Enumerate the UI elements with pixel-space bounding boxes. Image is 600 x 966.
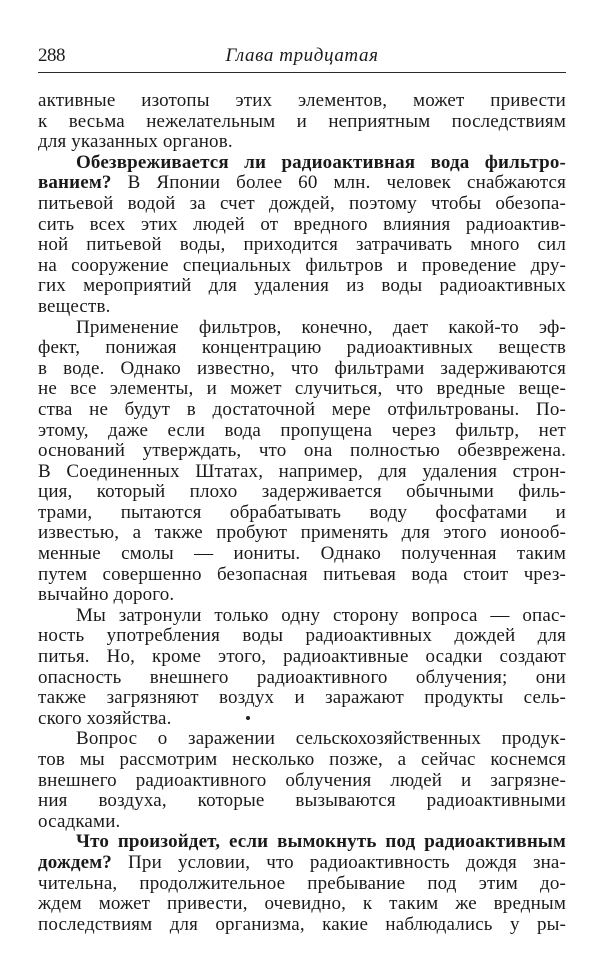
text-line-content — [38, 215, 566, 236]
text-line-content — [76, 606, 566, 627]
text-line — [38, 379, 566, 400]
text-line — [38, 359, 566, 380]
text-line-content — [38, 173, 566, 194]
text-line-content — [38, 791, 566, 812]
line-text: гих мероприятий для удаления из воды радиоактивных — [38, 275, 566, 297]
line-text: Применение фильтров, конечно, дает какой-то эф- — [76, 316, 566, 338]
text-line — [38, 647, 566, 668]
text-line-content — [38, 338, 566, 359]
text-line-content — [38, 647, 566, 668]
text-line-content — [38, 874, 566, 895]
text-line-content — [38, 112, 566, 133]
line-text: ского хозяйства. — [38, 707, 172, 729]
line-text: к весьма нежелательным и неприятным последствиям — [38, 110, 566, 132]
text-line-content — [38, 812, 566, 833]
page-number: 288 — [38, 45, 65, 66]
text-line-content — [38, 503, 566, 524]
text-line — [38, 235, 566, 256]
text-line-content — [38, 256, 566, 277]
line-text: опасность внешнего радиоактивного облучения; они — [38, 666, 566, 688]
line-text: ность употребления воды радиоактивных дождей для — [38, 625, 566, 647]
line-text: фект, понижая концентрацию радиоактивных веществ — [38, 337, 566, 359]
bold-question: ванием? — [38, 172, 112, 194]
line-text: чительна, продолжительное пребывание под этим до- — [38, 872, 566, 894]
text-line-content — [38, 709, 566, 730]
text-line — [38, 544, 566, 565]
text-line — [38, 668, 566, 689]
text-line-content — [38, 585, 566, 606]
line-text: веществ. — [38, 295, 111, 317]
text-line — [38, 194, 566, 215]
bold-question: Что произойдет, если вымокнуть под радиоактивным — [76, 831, 566, 853]
text-line-content — [38, 668, 566, 689]
body-text — [38, 91, 566, 935]
text-line — [38, 771, 566, 792]
text-line-content — [38, 771, 566, 792]
text-line — [38, 297, 566, 318]
text-line — [38, 421, 566, 442]
text-line-content — [38, 276, 566, 297]
text-line-content — [38, 194, 566, 215]
text-line — [38, 132, 566, 153]
line-text: питьевой водой за счет дождей, поэтому чтобы обезопа- — [38, 192, 566, 214]
line-text: Вопрос о заражении сельскохозяйственных продук- — [76, 728, 566, 750]
text-line-content — [76, 318, 566, 339]
line-text: тов мы рассмотрим несколько позже, а сейчас коснемся — [38, 749, 566, 770]
text-line-content — [38, 853, 566, 874]
line-text: В Японии более 60 млн. человек снабжаются — [111, 172, 566, 194]
text-line — [38, 400, 566, 421]
text-line-content — [38, 750, 566, 771]
line-text: последствиям для организма, какие наблюдались у ры- — [38, 913, 566, 935]
line-text: также загрязняют воздух и заражают продукты сель- — [38, 687, 566, 709]
text-line — [38, 215, 566, 236]
text-line-content — [38, 462, 566, 483]
line-text: этому, даже если вода пропущена через фильтр, нет — [38, 419, 566, 441]
text-line-content — [38, 421, 566, 442]
text-line-content — [38, 626, 566, 647]
text-line — [38, 153, 566, 174]
text-line — [38, 853, 566, 874]
text-line-content — [38, 915, 566, 936]
bold-question: дождем? — [38, 851, 112, 873]
text-line — [38, 256, 566, 277]
text-line — [38, 565, 566, 586]
line-text: активные изотопы этих элементов, может привести — [38, 90, 566, 111]
line-text: сить всех этих людей от вредного влияния радиоактив- — [38, 213, 566, 235]
text-line — [38, 585, 566, 606]
line-text: ства не будут в достаточной мере отфильтрованы. По- — [38, 398, 566, 420]
text-line — [38, 523, 566, 544]
line-text: путем совершенно безопасная питьевая вода стоит чрез- — [38, 563, 566, 585]
line-text: ния воздуха, которые вызываются радиоактивными — [38, 790, 566, 812]
line-text: ция, который плохо задерживается обычными филь- — [38, 481, 566, 503]
text-line — [38, 338, 566, 359]
text-line-content — [38, 235, 566, 256]
text-line — [38, 462, 566, 483]
text-line — [38, 503, 566, 524]
running-title: Глава тридцатая — [225, 45, 379, 66]
text-line — [38, 729, 566, 750]
text-line — [38, 441, 566, 462]
line-text: ждем может привести, очевидно, к таким же вредным — [38, 893, 566, 915]
line-text: на сооружение специальных фильтров и проведение дру- — [38, 254, 566, 276]
text-line — [38, 709, 566, 730]
text-line-content — [38, 544, 566, 565]
text-line-content — [76, 729, 566, 750]
text-line-content — [38, 441, 566, 462]
line-text: внешнего радиоактивного облучения людей и загрязне- — [38, 769, 566, 791]
text-line-content — [38, 523, 566, 544]
page-header — [38, 44, 566, 68]
line-text: В Соединенных Штатах, например, для удаления строн- — [38, 460, 566, 482]
text-line-content — [38, 894, 566, 915]
text-line — [38, 606, 566, 627]
text-line — [38, 112, 566, 133]
text-line — [38, 894, 566, 915]
line-text: При условии, что радиоактивность дождя зна- — [111, 851, 566, 873]
text-line — [38, 173, 566, 194]
bold-question: Обезвреживается ли радиоактивная вода фильтро- — [76, 151, 566, 173]
text-line — [38, 482, 566, 503]
line-text: менные смолы — иониты. Однако полученная таким — [38, 543, 566, 565]
text-line-content — [38, 565, 566, 586]
line-text: Мы затронули только одну сторону вопроса — опас- — [76, 604, 566, 626]
text-line — [38, 915, 566, 936]
text-line-content — [38, 91, 566, 112]
text-line — [38, 626, 566, 647]
line-text: не все элементы, и может случиться, что вредные веще- — [38, 378, 566, 400]
line-text: питья. Но, кроме этого, радиоактивные осадки создают — [38, 646, 566, 668]
text-line — [38, 688, 566, 709]
text-line — [38, 791, 566, 812]
header-rule — [38, 72, 566, 73]
line-text: ной питьевой воды, приходится затрачивать много сил — [38, 234, 566, 256]
text-line — [38, 874, 566, 895]
print-speck — [246, 716, 250, 720]
text-line — [38, 812, 566, 833]
text-line-content — [38, 359, 566, 380]
line-text: известью, а также пробуют применять для этого ионооб- — [38, 522, 566, 544]
line-text: для указанных органов. — [38, 131, 233, 153]
line-text: трами, пытаются обрабатывать воду фосфатами и — [38, 501, 566, 523]
text-line — [38, 750, 566, 771]
line-text: в воде. Однако известно, что фильтрами задерживаются — [38, 357, 566, 379]
text-line-content — [38, 132, 566, 153]
line-text: оснований утверждать, что она полностью обезврежена. — [38, 440, 566, 462]
line-text: вычайно дорого. — [38, 584, 175, 606]
text-line — [38, 276, 566, 297]
text-line-content — [38, 688, 566, 709]
text-line — [38, 91, 566, 112]
text-line-content — [38, 379, 566, 400]
text-line-content — [76, 153, 566, 174]
text-line-content — [38, 482, 566, 503]
text-line — [38, 318, 566, 339]
text-line-content — [76, 832, 566, 853]
text-line — [38, 832, 566, 853]
text-line-content — [38, 297, 566, 318]
line-text: осадками. — [38, 810, 121, 832]
text-line-content — [38, 400, 566, 421]
